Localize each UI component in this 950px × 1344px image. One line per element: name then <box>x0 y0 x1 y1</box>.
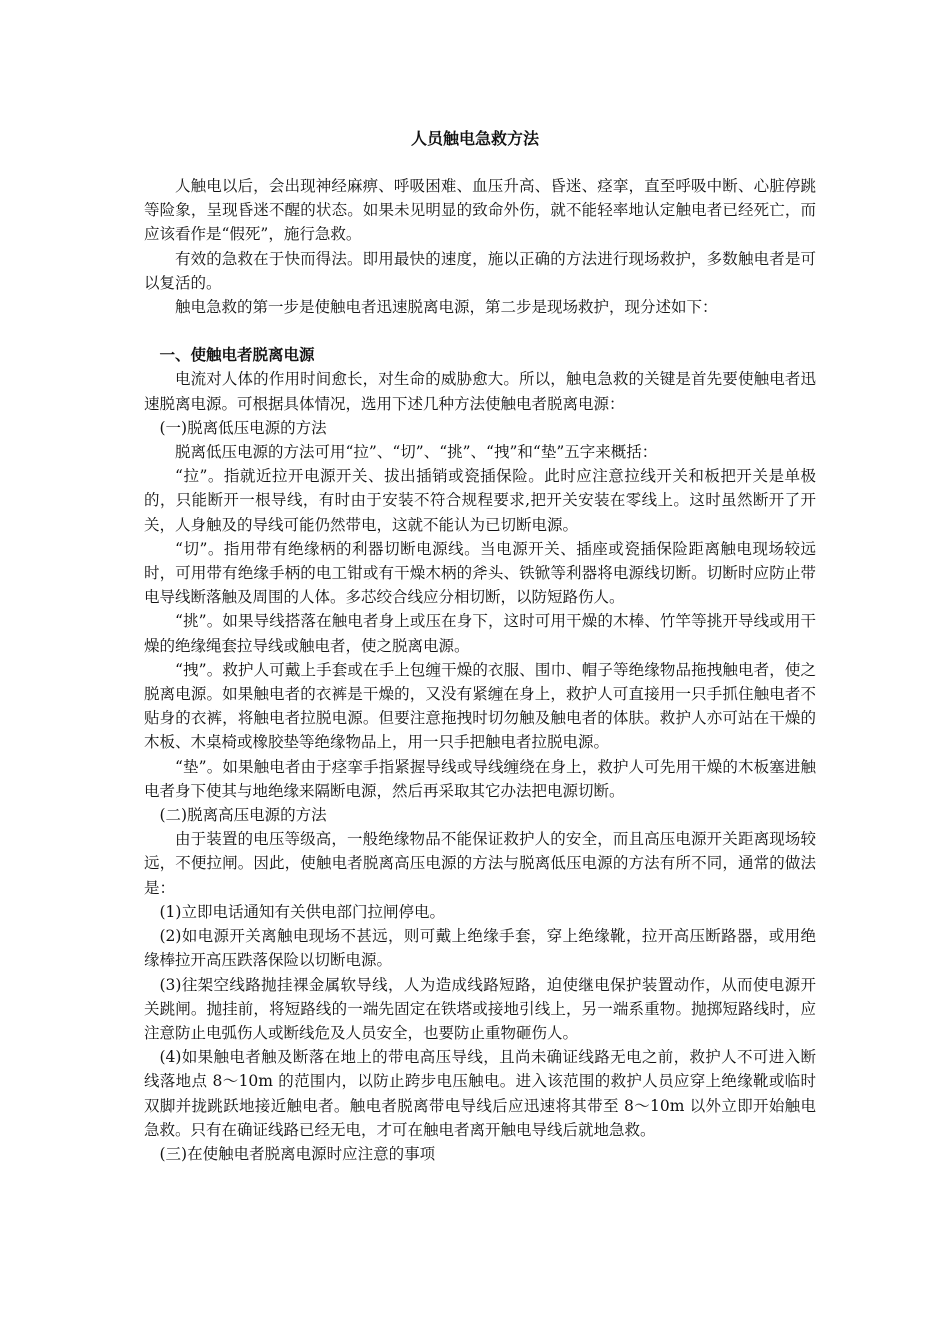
high-voltage-step-3: (3)往架空线路抛挂裸金属软导线，人为造成线路短路，迫使继电保护装置动作，从而使电源开关跳闸。抛挂前，将短路线的一端先固定在铁塔或接地引线上，另一端系重物。抛掷短路线时，应注意防止电弧伤人或断线危及人员安全，也要防止重物砸伤人。 <box>144 975 816 1042</box>
method-qie: “切”。指用带有绝缘柄的利器切断电源线。当电源开关、插座或瓷插保险距离触电现场较远时，可用带有绝缘手柄的电工钳或有干燥木柄的斧头、铁锨等利器将电源线切断。切断时应防止带电导线断落触及周围的人体。多芯绞合线应分相切断，以防短路伤人。 <box>144 539 816 607</box>
paragraph-intro-3: 触电急救的第一步是使触电者迅速脱离电源，第二步是现场救护，现分述如下： <box>175 298 718 317</box>
method-la: “拉”。指就近拉开电源开关、拔出插销或瓷插保险。此时应注意拉线开关和板把开关是单极的，只能断开一根导线，有时由于安装不符合规程要求,把开关安装在零线上。这时虽然断开了开关，人身触及的导线可能仍然带电，这就不能认为已切断电源。 <box>144 467 816 534</box>
subsection-high-voltage-title: (二)脱离高压电源的方法 <box>159 806 327 825</box>
document-title: 人员触电急救方法 <box>410 129 539 148</box>
paragraph-intro-1: 人触电以后，会出现神经麻痹、呼吸困难、血压升高、昏迷、痉挛，直至呼吸中断、心脏停跳等险象，呈现昏迷不醒的状态。如果未见明显的致命外伤，就不能轻率地认定触电者已经死亡，而应该看作是“假死”，施行急救。 <box>144 177 816 244</box>
section-heading-1: 一、使触电者脱离电源 <box>159 345 315 365</box>
subsection-notes-title: (三)在使触电者脱离电源时应注意的事项 <box>159 1144 436 1163</box>
high-voltage-step-1: (1)立即电话通知有关供电部门拉闸停电。 <box>159 902 445 921</box>
paragraph-intro-2: 有效的急救在于快而得法。即用最快的速度，施以正确的方法进行现场救护，多数触电者是可以复活的。 <box>144 249 816 292</box>
low-voltage-intro: 脱离低压电源的方法可用“拉”、“切”、“挑”、“拽”和“垫”五字来概括： <box>175 443 658 462</box>
high-voltage-step-2: (2)如电源开关离触电现场不甚远，则可戴上绝缘手套，穿上绝缘靴，拉开高压断路器，或用绝缘棒拉开高压跌落保险以切断电源。 <box>144 927 816 970</box>
high-voltage-intro: 由于装置的电压等级高，一般绝缘物品不能保证救护人的安全，而且高压电源开关距离现场较远，不便拉闸。因此，使触电者脱离高压电源的方法与脱离低压电源的方法有所不同，通常的做法是： <box>144 830 816 897</box>
method-tiao: “挑”。如果导线搭落在触电者身上或压在身下，这时可用干燥的木棒、竹竿等挑开导线或用干燥的绝缘绳套拉导线或触电者，使之脱离电源。 <box>144 612 816 655</box>
method-dian: “垫”。如果触电者由于痉挛手指紧握导线或导线缠绕在身上，救护人可先用干燥的木板塞进触电者身下使其与地绝缘来隔断电源，然后再采取其它办法把电源切断。 <box>144 757 816 800</box>
document-body <box>144 174 816 1166</box>
subsection-low-voltage-title: (一)脱离低压电源的方法 <box>159 418 327 437</box>
high-voltage-step-4: (4)如果触电者触及断落在地上的带电高压导线，且尚未确证线路无电之前，救护人不可进入断线落地点 8～10m 的范围内，以防止跨步电压触电。进入该范围的救护人员应穿上绝缘靴或临时双脚并拢跳跃地接近触电者。触电者脱离带电导线后应迅速将其带至 8～10m 以外立即开始触电急救。只有在确证线路已经无电，才可在触电者离开触电导线后就地急救。 <box>144 1048 816 1139</box>
section1-intro: 电流对人体的作用时间愈长，对生命的威胁愈大。所以，触电急救的关键是首先要使触电者迅速脱离电源。可根据具体情况，选用下述几种方法使触电者脱离电源： <box>144 370 816 413</box>
method-zhuai: “拽”。救护人可戴上手套或在手上包缠干燥的衣服、围巾、帽子等绝缘物品拖拽触电者，使之脱离电源。如果触电者的衣裤是干燥的，又没有紧缠在身上，救护人可直接用一只手抓住触电者不贴身的衣裤，将触电者拉脱电源。但要注意拖拽时切勿触及触电者的体肤。救护人亦可站在干燥的木板、木桌椅或橡胶垫等绝缘物品上，用一只手把触电者拉脱电源。 <box>144 660 816 752</box>
